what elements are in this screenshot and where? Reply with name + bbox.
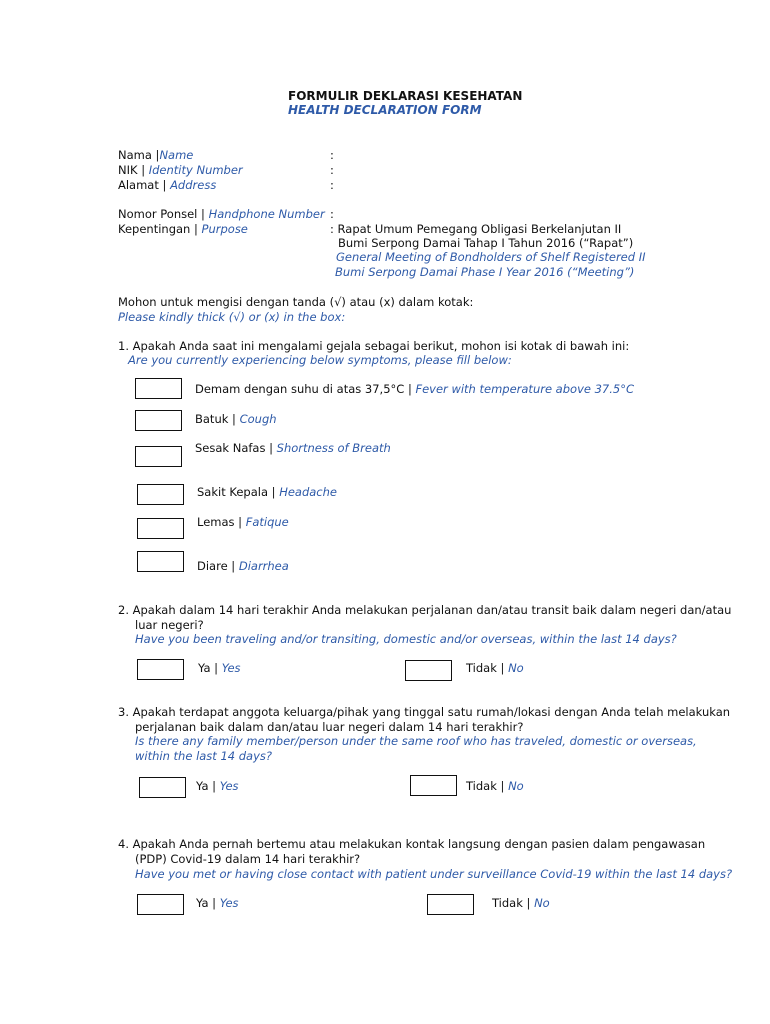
instructions-text: Mohon untuk mengisi dengan tanda (√) atau (x) dalam kotak: — [118, 295, 474, 309]
q4-text-en: Have you met or having close contact with patient under surveillance Covid-19 within the last 14 days? — [135, 867, 733, 881]
symptom-headache-label — [197, 485, 337, 499]
name-field[interactable] — [342, 148, 702, 162]
name-label-id: Nama | — [118, 148, 160, 162]
q3-no-checkbox[interactable] — [410, 775, 457, 796]
nik-label-en: Identity Number — [148, 163, 243, 177]
purpose-value-en-line1: General Meeting of Bondholders of Shelf Registered II — [336, 250, 646, 264]
phone-label — [118, 207, 325, 221]
address-colon: : — [330, 178, 334, 192]
symptom-fever-label-id: Demam dengan suhu di atas 37,5°C | — [195, 382, 412, 396]
nik-label — [118, 163, 243, 177]
purpose-label-id: Kepentingan | — [118, 222, 198, 236]
q4-no-label-id: Tidak | — [492, 896, 531, 910]
nik-label-id: NIK | — [118, 163, 146, 177]
q2-no-checkbox[interactable] — [405, 660, 452, 681]
name-label-en: Name — [159, 148, 194, 162]
q1-text-en: Are you currently experiencing below symptoms, please fill below: — [128, 353, 512, 367]
q3-yes-label-id: Ya | — [196, 779, 217, 793]
q4-text-line1: 4. Apakah Anda pernah bertemu atau melakukan kontak langsung dengan pasien dalam pengawasan — [118, 837, 706, 851]
q2-yes-label — [198, 661, 241, 675]
phone-colon: : — [330, 207, 334, 221]
q4-no-checkbox[interactable] — [427, 894, 474, 915]
symptom-fever-checkbox[interactable] — [135, 378, 182, 399]
q3-text-line2: perjalanan baik dalam dan/atau luar negeri dalam 14 hari terakhir? — [135, 720, 524, 734]
symptom-fever-label — [195, 382, 634, 396]
symptom-breath-label-en: Shortness of Breath — [276, 441, 391, 455]
q3-no-label-id: Tidak | — [466, 779, 505, 793]
phone-label-en: Handphone Number — [208, 207, 325, 221]
q3-yes-checkbox[interactable] — [139, 777, 186, 798]
purpose-label — [118, 222, 248, 236]
q2-no-label-id: Tidak | — [466, 661, 505, 675]
symptom-fatigue-label-en: Fatique — [245, 515, 289, 529]
q3-text-en-line1: Is there any family member/person under the same roof who has traveled, domestic or overseas, — [135, 734, 697, 748]
q4-yes-checkbox[interactable] — [137, 894, 184, 915]
symptom-cough-checkbox[interactable] — [135, 410, 182, 431]
q1-text: 1. Apakah Anda saat ini mengalami gejala sebagai berikut, mohon isi kotak di bawah ini: — [118, 339, 630, 353]
symptom-diarrhea-label — [197, 559, 289, 573]
q3-yes-label-en: Yes — [219, 779, 239, 793]
phone-label-id: Nomor Ponsel | — [118, 207, 205, 221]
form-title: FORMULIR DEKLARASI KESEHATAN — [288, 89, 523, 103]
q2-no-label-en: No — [508, 661, 524, 675]
symptom-diarrhea-checkbox[interactable] — [137, 551, 184, 572]
q4-yes-label — [196, 896, 239, 910]
symptom-diarrhea-label-id: Diare | — [197, 559, 236, 573]
q2-no-label — [466, 661, 524, 675]
purpose-value-line2: Bumi Serpong Damai Tahap I Tahun 2016 (“Rapat”) — [338, 236, 634, 250]
symptom-fever-label-en: Fever with temperature above 37.5°C — [415, 382, 634, 396]
symptom-cough-label-en: Cough — [239, 412, 277, 426]
address-label-en: Address — [170, 178, 217, 192]
symptom-cough-label-id: Batuk | — [195, 412, 236, 426]
q3-text-line1: 3. Apakah terdapat anggota keluarga/pihak yang tinggal satu rumah/lokasi dengan Anda telah melakukan — [118, 705, 731, 719]
purpose-value-line1: : Rapat Umum Pemegang Obligasi Berkelanjutan II — [330, 222, 622, 236]
purpose-label-en: Purpose — [201, 222, 248, 236]
q4-yes-label-en: Yes — [219, 896, 239, 910]
symptom-headache-checkbox[interactable] — [137, 484, 184, 505]
q2-text-line2: luar negeri? — [135, 618, 204, 632]
address-label — [118, 178, 216, 192]
symptom-fatigue-checkbox[interactable] — [137, 518, 184, 539]
phone-field[interactable] — [342, 207, 702, 221]
symptom-breath-label-id: Sesak Nafas | — [195, 441, 273, 455]
symptom-breath-label — [195, 441, 391, 455]
q3-yes-label — [196, 779, 239, 793]
symptom-diarrhea-label-en: Diarrhea — [238, 559, 289, 573]
name-label — [118, 148, 193, 162]
q2-text-en: Have you been traveling and/or transiting, domestic and/or overseas, within the last 14 days? — [135, 632, 677, 646]
nik-field[interactable] — [342, 163, 702, 177]
symptom-headache-label-en: Headache — [279, 485, 337, 499]
form-subtitle: HEALTH DECLARATION FORM — [288, 103, 482, 117]
nik-colon: : — [330, 163, 334, 177]
q3-no-label — [466, 779, 524, 793]
purpose-value-en-line2: Bumi Serpong Damai Phase I Year 2016 (“Meeting”) — [335, 265, 635, 279]
q2-yes-label-id: Ya | — [198, 661, 219, 675]
address-label-id: Alamat | — [118, 178, 167, 192]
q3-no-label-en: No — [508, 779, 524, 793]
q2-yes-checkbox[interactable] — [137, 659, 184, 680]
symptom-fatigue-label — [197, 515, 289, 529]
name-colon: : — [330, 148, 334, 162]
symptom-cough-label — [195, 412, 277, 426]
symptom-fatigue-label-id: Lemas | — [197, 515, 243, 529]
q3-text-en-line2: within the last 14 days? — [135, 749, 273, 763]
symptom-breath-checkbox[interactable] — [135, 446, 182, 467]
q4-no-label — [492, 896, 550, 910]
address-field[interactable] — [342, 178, 702, 192]
q4-yes-label-id: Ya | — [196, 896, 217, 910]
symptom-headache-label-id: Sakit Kepala | — [197, 485, 276, 499]
instructions-text-en: Please kindly thick (√) or (x) in the box: — [118, 310, 346, 324]
q4-no-label-en: No — [534, 896, 550, 910]
q2-yes-label-en: Yes — [221, 661, 241, 675]
q4-text-line2: (PDP) Covid-19 dalam 14 hari terakhir? — [135, 852, 361, 866]
q2-text-line1: 2. Apakah dalam 14 hari terakhir Anda melakukan perjalanan dan/atau transit baik dalam negeri dan/atau — [118, 603, 732, 617]
